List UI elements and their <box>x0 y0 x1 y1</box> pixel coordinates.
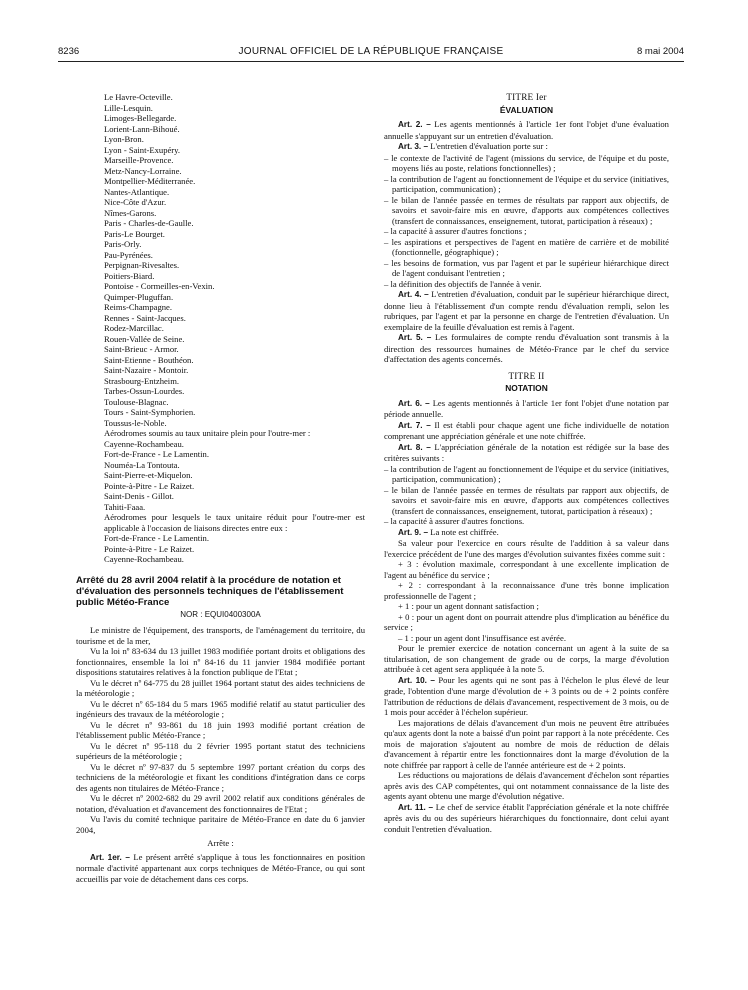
paragraph: Sa valeur pour l'exercice en cours résulte de l'addition à sa valeur dans l'exercice précédent de l'une des marges d'évolution suivantes fixées comme suit : <box>384 538 669 559</box>
list-item: Toulouse-Blagnac. <box>104 396 169 407</box>
paragraph: Les majorations de délais d'avancement d'un mois ne peuvent être attribuées qu'aux agents dont la note a baissé d'un point par rapport à la note précédente. Ces mois de majoration s'ajoutent au nombre de mois de réduction de délais d'avancement à répartir entre les fonctionnaires dont la marge d'évolution de la note chiffrée par rapport à celle de l'année antérieure est de + 2 points. <box>384 717 669 770</box>
visa: Vu l'avis du comité technique paritaire de Météo-France en date du 6 janvier 2004, <box>76 814 365 835</box>
titre-1-name: ÉVALUATION <box>499 104 554 115</box>
article-text: Pour les agents qui ne sont pas à l'échelon le plus élevé de leur grade, l'obtention d'une marge d'évolution de + 3 points ou de + 2 points confère l'attribution de réductions de délais d'avancement, respectivement de 3 mois, ou de 1 mois pour accéder à l'échelon supérieur. <box>384 674 669 717</box>
article-label: Art. 3. – <box>398 142 429 151</box>
visa: Vu le décret nº 2002-682 du 29 avril 2002 relatif aux conditions générales de notation, d'évaluation et d'avancement des fonctionnaires de l'Etat ; <box>76 793 365 814</box>
list-item: Rodez-Marcillac. <box>104 323 164 333</box>
list-item: – le contexte de l'activité de l'agent (missions du service, de l'équipe et du poste, moyens liés au poste, relations fonctionnelles) ; <box>384 152 669 173</box>
list-item: Nîmes-Garons. <box>104 207 157 218</box>
marge-item: + 3 : évolution maximale, correspondant à une excellente implication de l'agent au bénéfice du service ; <box>384 559 669 580</box>
list-item: Pointe-à-Pitre - Le Raizet. <box>104 543 195 554</box>
list-item: Nice-Côte d'Azur. <box>104 197 167 207</box>
titre-2-name: NOTATION <box>505 383 548 393</box>
paragraph: Pour le premier exercice de notation concernant un agent à la suite de sa titularisation, de son changement de grade ou de corps, la marge d'évolution attribuée à cet agent sera appliquée à la note 5. <box>384 643 669 674</box>
list-item: Paris - Charles-de-Gaulle. <box>104 218 194 228</box>
list-item: – la contribution de l'agent au fonctionnement de l'équipe et du service (initiatives, participation, communication) ; <box>384 173 669 194</box>
paragraph: Les réductions ou majorations de délais d'avancement d'échelon sont réparties après avis des CAP compétentes, qui ont notamment connaissance de la liste des agents ayant obtenu une marge d'évolution négative. <box>384 770 669 801</box>
list-item: Fort-de-France - Le Lamentin. <box>104 533 209 543</box>
marge-item: + 2 : correspondant à la reconnaissance d'une très bonne implication professionnelle de l'agent ; <box>384 580 669 601</box>
article-5 <box>384 332 669 365</box>
visa: Vu le décret nº 64-775 du 28 juillet 1964 portant statut des aides techniciens de la météorologie ; <box>76 677 365 698</box>
article-text: Il est établi pour chaque agent une fiche individuelle de notation comprenant une appréciation générale et une note chiffrée. <box>384 419 669 441</box>
list-item: Poitiers-Biard. <box>104 270 155 281</box>
list-item: Saint-Nazaire - Montoir. <box>104 365 189 375</box>
marge-item: – 1 : pour un agent dont l'insuffisance est avérée. <box>398 632 566 643</box>
article-10 <box>384 675 669 718</box>
aerodrome-list <box>76 92 365 428</box>
list-item: Saint-Pierre-et-Miquelon. <box>104 470 193 480</box>
nor-reference: NOR : EQUI0400300A <box>180 609 261 619</box>
article-1 <box>76 852 365 885</box>
list-item: – les besoins de formation, vus par l'agent et par le supérieur hiérarchique direct de l'agent conduisant l'entretien ; <box>384 257 669 278</box>
article-label: Art. 5. – <box>398 333 432 342</box>
list-item: Lyon - Saint-Exupéry. <box>104 144 181 155</box>
titre-2: TITRE II <box>508 370 545 381</box>
list-item: Marseille-Provence. <box>104 155 174 165</box>
article-label: Art. 6. – <box>398 398 430 408</box>
list-item: Pau-Pyrénées. <box>104 249 153 260</box>
list-item: – le bilan de l'année passée en termes de résultats par rapport aux objectifs, de savoirs et savoir-faire mis en œuvre, d'apports aux compétences collectives (transfert de connaissances, enseignement, tutorat, participation à réseaux) ; <box>384 194 669 226</box>
visa: Vu le décret nº 65-184 du 5 mars 1965 modifié relatif au statut particulier des ingénieurs des travaux de la météorologie ; <box>76 698 365 719</box>
list-item: Saint-Etienne - Bouthéon. <box>104 354 194 365</box>
list-item: Pontoise - Cormeilles-en-Vexin. <box>104 281 215 291</box>
list-item: Paris-Orly. <box>104 239 142 249</box>
article-text: La note est chiffrée. <box>430 526 499 537</box>
article-text: Le chef de service établit l'appréciation générale et la note chiffrée après avis du ou des supérieurs hiérarchiques du fonctionnaire, dont celui ayant conduit l'entretien d'évaluation. <box>384 801 669 834</box>
list-item: Cayenne-Rochambeau. <box>104 554 184 564</box>
list-item: – la capacité à assurer d'autres fonctions. <box>384 516 525 526</box>
visa: Vu le décret nº 95-118 du 2 février 1995 portant statut des techniciens supérieurs de la météorologie ; <box>76 740 365 761</box>
article-11 <box>384 802 669 835</box>
list-item: Saint-Denis - Gillot. <box>104 491 174 501</box>
list-item: Rennes - Saint-Jacques. <box>104 312 186 323</box>
list-item: – les aspirations et perspectives de l'agent en matière de carrière et de mobilité (fonctionnelle, géographique) ; <box>384 236 669 257</box>
list-item: Tahiti-Faaa. <box>104 501 146 512</box>
article-text: Les formulaires de compte rendu d'évaluation sont transmis à la direction des ressources humaines de Météo-France par le chef du service d'affectation des agents concernés. <box>384 332 669 364</box>
list-item: Lyon-Bron. <box>104 134 144 144</box>
right-column <box>384 92 669 834</box>
outremer-list <box>76 439 365 513</box>
marge-item: + 0 : pour un agent dont on pourrait attendre plus d'implication au bénéfice du service ; <box>384 611 669 632</box>
list-item: Rouen-Vallée de Seine. <box>104 333 185 344</box>
list-item: Saint-Brieuc - Armor. <box>104 344 179 354</box>
article-6 <box>384 398 669 420</box>
list-item: Reims-Champagne. <box>104 302 173 312</box>
list-item: – la capacité à assurer d'autres fonctions ; <box>384 226 527 236</box>
article-9 <box>384 527 669 539</box>
list-item: Nouméa-La Tontouta. <box>104 459 180 470</box>
article-text: Les agents mentionnés à l'article 1er font l'objet d'une notation par période annuelle. <box>384 397 669 419</box>
left-column <box>76 92 365 884</box>
article-text: Les agents mentionnés à l'article 1er font l'objet d'une évaluation annuelle s'appuyant sur un entretien d'évaluation. <box>384 119 669 141</box>
page-number: 8236 <box>58 46 80 57</box>
header-rule <box>58 61 684 62</box>
outremer-intro: Aérodromes soumis au taux unitaire plein pour l'outre-mer : <box>104 428 311 438</box>
reduit-intro: Aérodromes pour lesquels le taux unitaire réduit pour l'outre-mer est applicable à l'occasion de liaisons directes entre eux : <box>104 512 365 533</box>
list-item: Lille-Lesquin. <box>104 102 153 113</box>
article-label: Art. 8. – <box>398 442 431 452</box>
list-item: – la contribution de l'agent au fonctionnement de l'équipe et du service (initiatives, participation, communication) ; <box>384 463 669 484</box>
arrete-heading: Arrêté du 28 avril 2004 relatif à la procédure de notation et d'évaluation des personnels techniques de l'établissement public Météo-France <box>76 574 344 608</box>
article-label: Art. 11. – <box>398 802 434 812</box>
list-item: Quimper-Pluguffan. <box>104 291 174 302</box>
list-item: Tours - Saint-Symphorien. <box>104 407 196 417</box>
preamble: Le ministre de l'équipement, des transports, de l'aménagement du territoire, du tourisme et de la mer, <box>76 625 365 646</box>
article-label: Art. 1er. – <box>90 852 130 862</box>
article-4 <box>384 289 669 332</box>
reduit-list <box>76 533 365 565</box>
visa: Vu le décret nº 97-837 du 5 septembre 1997 portant création du corps des techniciens de la météorologie et fixant les conditions d'intégration dans ce corps des agents non titulaires de Météo-France ; <box>76 761 365 793</box>
article-text: L'appréciation générale de la notation est rédigée sur la base des critères suivants : <box>384 441 670 463</box>
list-item: Fort-de-France - Le Lamentin. <box>104 449 209 459</box>
article-label: Art. 4. – <box>398 290 429 299</box>
article-label: Art. 9. – <box>398 527 429 537</box>
list-item: Strasbourg-Entzheim. <box>104 375 180 386</box>
arrete-word: Arrête : <box>207 838 234 848</box>
list-item: – le bilan de l'année passée en termes de résultats par rapport aux objectifs, de savoirs et savoir-faire mis en œuvre, d'apports aux compétences collectives (transfert de connaissances, enseignement, tutorat, participation à réseaux) ; <box>384 484 669 516</box>
article-text: L'entretien d'évaluation, conduit par le supérieur hiérarchique direct, donne lieu à l'établissement d'un compte rendu d'évaluation rempli, selon les rubriques, par l'agent et par la personne en charge de l'entretien d'évaluation. Un exemplaire de la feuille d'évaluation est remis à l'agent. <box>384 289 669 332</box>
list-item: Pointe-à-Pitre - Le Raizet. <box>104 480 195 491</box>
visa: Vu le décret nº 93-861 du 18 juin 1993 modifié portant création de l'établissement public Météo-France ; <box>76 719 365 740</box>
visa: Vu la loi nº 83-634 du 13 juillet 1983 modifiée portant droits et obligations des fonctionnaires, ensemble la loi nº 84-16 du 11 janvier 1984 modifiée portant dispositions statutaires relatives à la fonction publique de l'Etat ; <box>76 646 365 677</box>
article-7 <box>384 420 669 442</box>
list-item: Lorient-Lann-Bihoué. <box>104 123 180 134</box>
article-2 <box>384 119 669 141</box>
article-label: Art. 2. – <box>398 120 431 129</box>
article-label: Art. 7. – <box>398 420 431 430</box>
list-item: Nantes-Atlantique. <box>104 186 170 197</box>
article-8 <box>384 442 669 464</box>
list-item: Le Havre-Octeville. <box>104 92 173 102</box>
page-header <box>58 46 684 60</box>
list-item: Metz-Nancy-Lorraine. <box>104 165 182 176</box>
article-label: Art. 10. – <box>398 675 435 685</box>
list-item: Paris-Le Bourget. <box>104 228 165 239</box>
list-item: Perpignan-Rivesaltes. <box>104 260 180 270</box>
journal-title: JOURNAL OFFICIEL DE LA RÉPUBLIQUE FRANÇAISE <box>238 46 504 57</box>
list-item: – la définition des objectifs de l'année à venir. <box>384 278 542 289</box>
issue-date: 8 mai 2004 <box>636 46 684 57</box>
article-text: Le présent arrêté s'applique à tous les fonctionnaires en position normale d'activité appartenant aux corps techniques de Météo-France, ou qui sont accueillis par voie de détachement dans ces corps. <box>76 851 365 884</box>
marge-item: + 1 : pour un agent donnant satisfaction ; <box>398 601 539 611</box>
list-item: Limoges-Bellegarde. <box>104 113 177 123</box>
titre-1: TITRE Ier <box>506 92 547 102</box>
list-item: Tarbes-Ossun-Lourdes. <box>104 386 185 396</box>
list-item: Cayenne-Rochambeau. <box>104 438 184 449</box>
article-text: L'entretien d'évaluation porte sur : <box>430 141 548 151</box>
list-item: Montpellier-Méditerranée. <box>104 176 196 186</box>
article-3 <box>384 141 669 153</box>
list-item: Toussus-le-Noble. <box>104 417 167 428</box>
